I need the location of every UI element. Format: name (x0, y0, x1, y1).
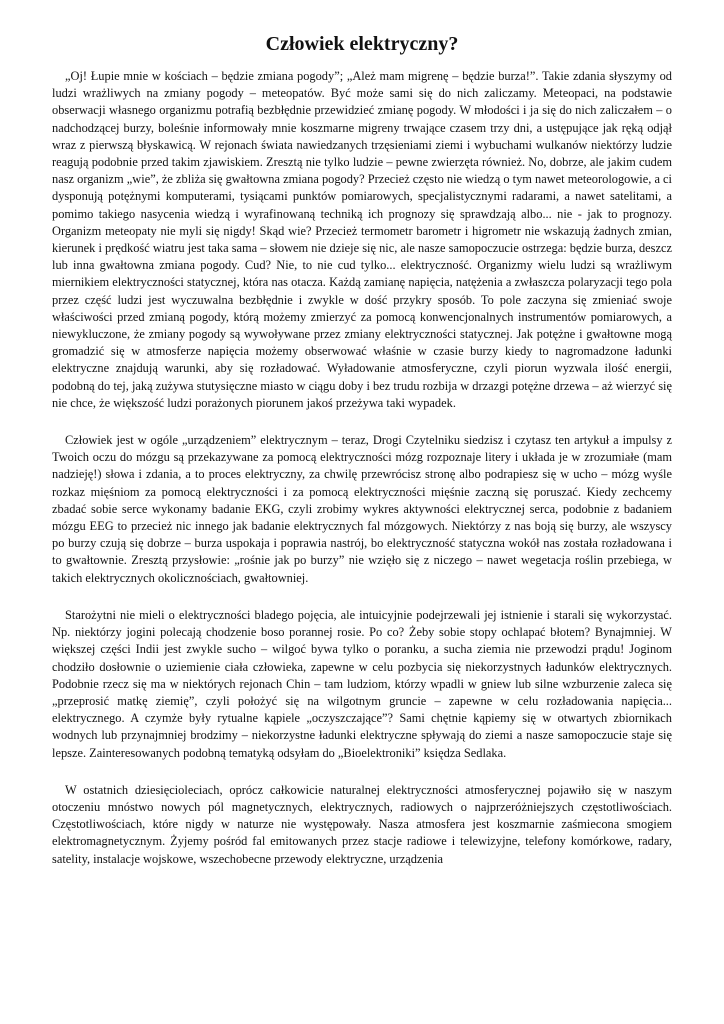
paragraph-meteopaths: „Oj! Łupie mnie w kościach – będzie zmiana pogody”; „Ależ mam migrenę – będzie burza!”. Takie zdania słyszymy od ludzi wrażliwych na zmiany pogody – meteopatów. Być może sami się do nich zaliczamy. Meteopaci, na podstawie obserwacji własnego organizmu potrafią bezbłędnie przewidzieć zmianę pogody. W młodości i ja się do nich zaliczałem – o nadchodzącej burzy, boleśnie informowały mnie koszmarne migreny trwające czasem trzy dni, a ustępujące jak ręką odjął wraz z pierwszą błyskawicą. W rejonach świata nawiedzanych trzęsieniami ziemi i wybuchami wulkanów niektórzy ludzie reagują podobnie przed takim zjawiskiem. Zresztą nie tylko ludzie – pewne zwierzęta również. No, dobrze, ale jakim cudem nasz organizm „wie”, że zbliża się gwałtowna zmiana pogody? Przecież często nie wiedzą o tym nawet meteorologowie, a ci dysponują potężnymi komputerami, tysiącami punktów pomiarowych, specjalistycznymi radarami, a nawet satelitami, a pomimo takiego nasycenia wiedzą i wyrafinowaną techniką ich prognozy się sprawdzają albo... nie - jak to prognozy. Organizm meteopaty nie myli się nigdy! Skąd wie? Przecież termometr barometr i higrometr nie wskazują żadnych zmian, kierunek i prędkość wiatru jest taka sama – słowem nie dzieje się nic, ale nasze samopoczucie ostrzega: będzie burza, deszcz lub inna gwałtowna zmiana pogody. Cud? Nie, to nie cud tylko... elektryczność. Organizmy wielu ludzi są wrażliwym miernikiem elektryczności statycznej, która nas otacza. Każdą zamianę napięcia, natężenia a zwłaszcza polaryzacji tego pola przez część ludzi jest wyczuwalna bezbłędnie i zwykle w dość przykry sposób. To pole zaczyna się zmieniać swoje właściwości przed zmianą pogody, którą możemy zmierzyć za pomocą konwencjonalnych instrumentów pomiarowych, a niewykluczone, że zmiany pogody są wywoływane przez zmiany elektryczności statycznej. Jak potężne i gwałtowne mogą gromadzić się w atmosferze napięcia możemy obserwować właśnie w czasie burzy kiedy to nagromadzone ładunki elektryczne znajdują warunki, aby się rozładować. Wyładowanie atmosferyczne, czyli piorun wyzwala ilość energii, podobną do tej, jaką zużywa stutysięczne miasto w ciągu doby i bez trudu rozbija w drzazgi potężne drzewa – aż wierzyć się nie chce, że większość ludzi porażonych piorunem jakoś przeżywa taki wypadek. (52, 69, 672, 410)
paragraph-electromagnetic-smog: W ostatnich dziesięcioleciach, oprócz całkowicie naturalnej elektryczności atmosferycznej pojawiło się w naszym otoczeniu mnóstwo nowych pól magnetycznych, elektrycznych, radiowych o najprzeróżniejszych częstotliwościach. Częstotliwościach, które nigdy w naturze nie występowały. Nasza atmosfera jest koszmarnie zaśmiecona smogiem elektromagnetycznym. Żyjemy pośród fal emitowanych przez stacje radiowe i telewizyjne, telefony komórkowe, radary, satelity, instalacje wojskowe, wszechobecne przewody elektryczne, urządzenia (52, 782, 672, 866)
paragraph-ancient-practices: Starożytni nie mieli o elektryczności bladego pojęcia, ale intuicyjnie podejrzewali jej istnienie i starali się wykorzystać. Np. niektórzy jogini polecają chodzenie boso porannej rosie. Po co? Żeby sobie stopy ochlapać błotem? Bynajmniej. W większej części Indii jest zwykle sucho – wilgoć bywa tylko o poranku, a sucha ziemia nie przewodzi prądu! Joginom chodziło dosłownie o uziemienie ciała człowieka, zapewne w celu pozbycia się niekorzystnych ładunków elektrycznych. Podobnie rzecz się ma w niektórych rejonach Chin – tam ludziom, którzy wpadli w gniew lub silne wzburzenie zaleca się „przeprosić matkę ziemię”, czyli położyć się na wilgotnym gruncie – zapewne w celu rozładowania napięcia... elektrycznego. A czymże były rytualne kąpiele „oczyszczające”? Sami chętnie kąpiemy się w otwartych zbiornikach wodnych lub przynajmniej brodzimy – niekorzystne ładunki elektryczne spływają do ziemi a nasze samopoczucie staje się lepsze. Zainteresowanych podobną tematyką odsyłam do „Bioelektroniki” księdza Sedlaka. (52, 607, 672, 760)
paragraph-human-electric-device: Człowiek jest w ogóle „urządzeniem” elektrycznym – teraz, Drogi Czytelniku siedzisz i czytasz ten artykuł a impulsy z Twoich oczu do mózgu są przekazywane za pomocą elektryczności mózg rozpoznaje litery i układa je w zrozumiałe (mam nadzieję!) słowa i zdania, a to proces elektryczny, za chwilę przewrócisz stronę albo podrapiesz się w ucho – mózg wyśle rozkaz mięśniom za pomocą elektryczności i za pomocą elektryczności mięśnie zaczną się poruszać. Kiedy zechcemy zbadać sobie serce wykonamy badanie EKG, czyli zrobimy wykres aktywności elektrycznej serca, podobnie z badaniem mózgu EEG to przecież nic innego jak badanie elektrycznych fal mózgowych. Niektórzy z nas boją się burzy, ale wszyscy po burzy czują się dobrze – burza uspokaja i poprawia nastrój, bo elektryczność statyczna wokół nas została rozładowana i to gwałtownie. Zresztą przysłowie: „rośnie jak po burzy” nie wzięło się z niczego – nawet wegetacja roślin przebiega, w takich elektrycznych okolicznościach, gwałtowniej. (52, 433, 672, 585)
page-title: Człowiek elektryczny? (265, 33, 459, 55)
document-page (52, 32, 672, 868)
